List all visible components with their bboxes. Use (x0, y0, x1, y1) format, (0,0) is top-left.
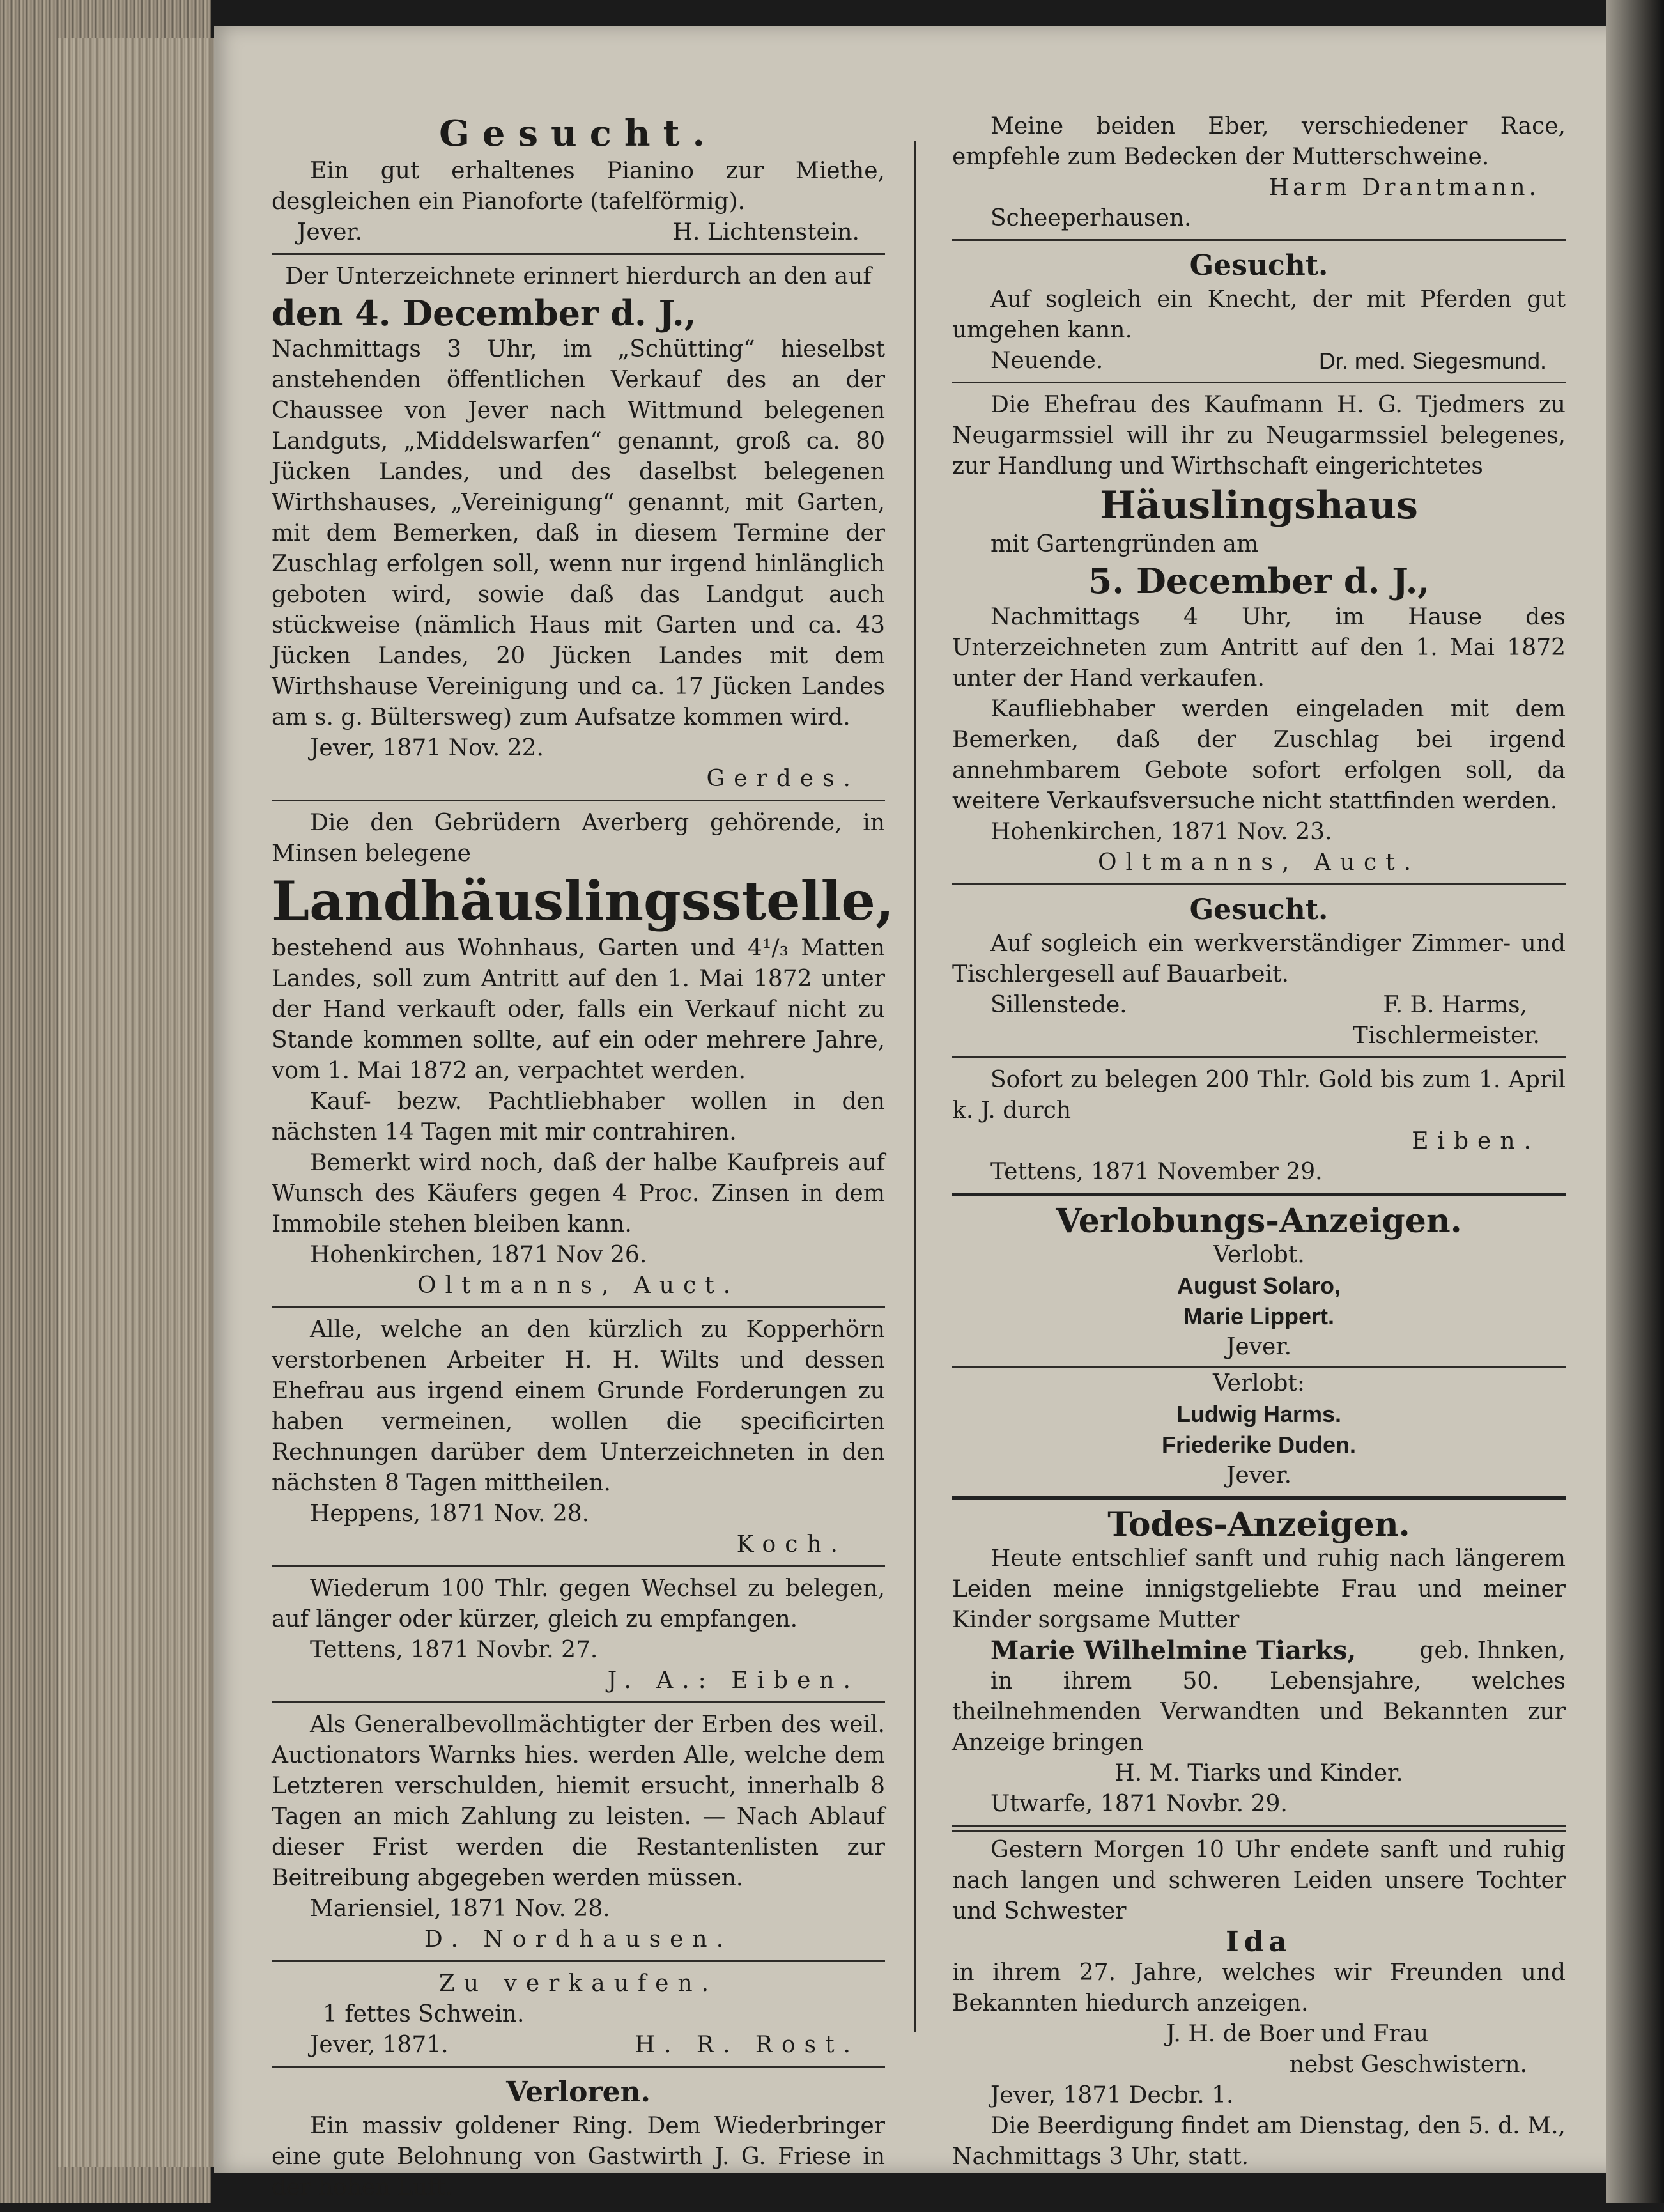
ad-place: Neuende. (990, 348, 1104, 374)
ad-gesucht-knecht (952, 245, 1566, 383)
ad-signature: D. Nordhausen. (424, 1926, 733, 1953)
engaged-name: Marie Lippert. (1183, 1303, 1335, 1329)
ad-text: Heute entschlief sanft und ruhig nach längerem Leiden meine innigstgeliebte Frau und meiner Kinder sorgsame Mutter (952, 1545, 1566, 1633)
ad-signature: J. H. de Boer und Frau (1166, 2021, 1429, 2047)
ad-gesucht-zimmergesell (952, 889, 1566, 1058)
engagement-label: Verlobt. (1213, 1242, 1305, 1268)
ad-dateline: Jever, 1871 Decbr. 1. (990, 2082, 1234, 2108)
ad-signature: Oltmanns, Auct. (1097, 849, 1421, 876)
section-heading: Todes-Anzeigen. (1107, 1505, 1410, 1544)
ad-signature-row (272, 217, 885, 248)
ad-text: bestehend aus Wohnhaus, Garten und 4¹/₃ Matten Landes, soll zum Antritt auf den 1. Mai 1872 unter der Hand verkauft oder, falls ein Verkauf nicht zu Stande kommen sollte, auf ein oder mehrere Jahre, vom 1. Mai 1872 an, verpachtet werden. (272, 935, 885, 1084)
engaged-name: Ludwig Harms. (1176, 1401, 1342, 1427)
ad-signature: H. Lichtenstein. (672, 219, 859, 245)
section-heading: Verlobungs-Anzeigen. (1056, 1202, 1462, 1241)
ad-heading: Zu verkaufen. (438, 1970, 718, 1997)
ad-text-3: Die Beerdigung findet am Dienstag, den 5. d. M., Nachmittags 3 Uhr, statt. (952, 2113, 1566, 2170)
ad-text: Ein massiv goldener Ring. Dem Wiederbringer eine gute Belohnung von Gastwirth J. G. Friese in der hohen Luft. (272, 2113, 885, 2200)
book-page-edges (58, 38, 224, 2167)
ad-heading: Gesucht. (1189, 249, 1329, 282)
ad-heading: Verloren. (506, 2076, 651, 2108)
ad-signature: Gerdes. (706, 766, 859, 792)
ad-signature-row (272, 2030, 885, 2061)
ad-dateline: Hohenkirchen, 1871 Nov 26. (310, 1242, 647, 1268)
section-todes-anzeigen (952, 1504, 1566, 1827)
ad-text: Wiederum 100 Thlr. gegen Wechsel zu belegen, auf länger oder kürzer, gleich zu empfangen. (272, 1575, 885, 1632)
book-gutter-shadow (1606, 0, 1664, 2203)
ad-signature: H. M. Tiarks und Kinder. (1114, 1760, 1403, 1786)
ad-heading: Gesucht. (439, 112, 718, 155)
deceased-birth-name: geb. Ihnken, (1419, 1637, 1566, 1664)
ad-place: Sillenstede. (990, 992, 1127, 1018)
ad-heading: Landhäuslingsstelle, (272, 869, 895, 932)
ad-text: Auf sogleich ein werkverständiger Zimmer- und Tischlergesell auf Bauarbeit. (952, 931, 1566, 987)
deceased-name: Ida (1226, 1926, 1292, 1958)
ad-date-heading: den 4. December d. J., (272, 293, 697, 334)
section-verlobungs-anzeigen (952, 1200, 1566, 1500)
ad-dateline: Mariensiel, 1871 Nov. 28. (310, 1896, 610, 1922)
ad-text: Auf sogleich ein Knecht, der mit Pferden gut umgehen kann. (952, 286, 1566, 343)
ad-intro: Der Unterzeichnete erinnert hierdurch an den auf (285, 263, 872, 290)
ad-signature: J. A.: Eiben. (607, 1667, 859, 1694)
ad-text: Alle, welche an den kürzlich zu Kopperhörn verstorbenen Arbeiter H. H. Wilts und dessen Ehefrau aus irgend einem Grunde Forderungen zu haben vermeinen, wollen die specificirten Rechnungen darüber dem Unterzeichneten in den nächsten 8 Tagen mittheilen. (272, 1317, 885, 1496)
engagement-place: Jever. (952, 1332, 1566, 1368)
ad-intro: Die Ehefrau des Kaufmann H. G. Tjedmers zu Neugarmssiel will ihr zu Neugarmssiel belegenes, zur Handlung und Wirthschaft eingerichtetes (952, 392, 1566, 479)
ad-signature-title: Tischlermeister. (1352, 1023, 1540, 1049)
ad-signature: Koch. (736, 1531, 847, 1558)
ad-date-heading: 5. December d. J., (1088, 561, 1430, 601)
ad-gerdes-auction (272, 259, 885, 801)
ad-eiben-loan (272, 1571, 885, 1703)
ad-signature: Eiben. (1412, 1128, 1540, 1154)
ad-eiben-gold (952, 1062, 1566, 1196)
ad-text-2: in ihrem 50. Lebensjahre, welches theilnehmenden Verwandten und Bekannten zur Anzeige bringen (952, 1668, 1566, 1756)
ad-signature-row (952, 990, 1566, 1021)
ad-signature-row (952, 346, 1566, 376)
ad-landhaeuslingsstelle (272, 805, 895, 1308)
ad-text: Als Generalbevollmächtigter der Erben des weil. Auctionators Warnks hies. werden Alle, welche dem Letzteren verschulden, hiemit ersucht, innerhalb 8 Tagen an mich Zahlung zu leisten. — Nach Ablauf dieser Frist werden die Restantenlisten zur Beitreibung abgegeben werden müssen. (272, 1712, 885, 1891)
ad-heading: Häuslingshaus (1100, 483, 1418, 528)
ad-place: Scheeperhausen. (990, 205, 1192, 231)
ad-text: Sofort zu belegen 200 Thlr. Gold bis zum 1. April k. J. durch (952, 1067, 1566, 1124)
left-column (272, 109, 895, 2212)
ad-signature: H. R. Rost. (635, 2032, 859, 2058)
ad-text: Ein gut erhaltenes Pianino zur Miethe, desgleichen ein Pianoforte (tafelförmig). (272, 158, 885, 215)
column-rule (914, 141, 916, 2032)
ad-text-2: Kaufliebhaber werden eingeladen mit dem Bemerken, daß der Zuschlag bei irgend annehmbarem Gebote sofort erfolgen soll, da weitere Verkaufsversuche nicht stattfinden werden. (952, 696, 1566, 814)
ad-text-2: Kauf- bezw. Pachtliebhaber wollen in den nächsten 14 Tagen mit mir contrahiren. (272, 1088, 885, 1145)
engaged-name: August Solaro, (1176, 1272, 1341, 1299)
ad-drantmann-eber (952, 109, 1566, 241)
ad-text: Nachmittags 3 Uhr, im „Schütting“ hieselbst anstehenden öffentlichen Verkauf des an der Chaussee von Jever nach Wittmund belegenen Landguts, „Middelswarfen“ genannt, groß ca. 80 Jücken Landes, und des daselbst belegenen Wirthshauses, „Vereinigung“ genannt, mit Garten, mit dem Bemerken, daß in diesem Termine der Zuschlag erfolgen soll, wenn nur irgend hinlänglich geboten wird, sowie daß das Landgut auch stückweise (nämlich Haus mit Garten und ca. 43 Jücken Landes, 20 Jücken Landes mit dem Wirthshause Vereinigung und ca. 17 Jücken Landes am s. g. Bültersweg) zum Aufsatze kommen wird. (272, 336, 885, 731)
ad-signature: Dr. med. Siegesmund. (1318, 348, 1546, 374)
ad-signature: F. B. Harms, (1383, 992, 1527, 1018)
ad-nordhausen (272, 1707, 885, 1962)
deceased-name: Marie Wilhelmine Tiarks, (990, 1636, 1357, 1666)
engagement-place: Jever. (1226, 1462, 1292, 1489)
ad-dateline: Jever, 1871 Nov. 22. (310, 735, 544, 761)
ad-dateline: Heppens, 1871 Nov. 28. (310, 1501, 590, 1527)
ad-dateline: Hohenkirchen, 1871 Nov. 23. (990, 819, 1332, 845)
ad-text: Meine beiden Eber, verschiedener Race, empfehle zum Bedecken der Mutterschweine. (952, 113, 1566, 170)
right-column (952, 109, 1566, 2181)
ad-sub: mit Gartengründen am (990, 531, 1259, 557)
ad-place: Jever, 1871. (310, 2032, 449, 2058)
ad-intro: Die den Gebrüdern Averberg gehörende, in Minsen belegene (272, 810, 885, 867)
ad-dateline: Tettens, 1871 Novbr. 27. (310, 1637, 598, 1663)
ad-signature: Oltmanns, Auct. (417, 1272, 740, 1299)
ad-dateline: Tettens, 1871 November 29. (990, 1159, 1323, 1185)
ad-place: Jever. (297, 219, 363, 245)
engaged-name: Friederike Duden. (1161, 1432, 1357, 1458)
ad-death-ida (952, 1830, 1566, 2177)
ad-gesucht-pianino (272, 109, 885, 255)
ad-heading: Gesucht. (1189, 893, 1329, 926)
ad-signature-2: nebst Geschwistern. (1289, 2052, 1527, 2078)
engagement-label: Verlobt: (1212, 1370, 1306, 1396)
deceased-name-row (952, 1636, 1566, 1666)
ad-text-2: in ihrem 27. Jahre, welches wir Freunden und Bekannten hiedurch anzeigen. (952, 1960, 1566, 2016)
ad-dateline: Utwarfe, 1871 Novbr. 29. (990, 1791, 1288, 1817)
ad-zu-verkaufen (272, 1966, 885, 2068)
ad-verloren (272, 2071, 885, 2208)
ad-koch-claims (272, 1312, 885, 1567)
ad-text: Gestern Morgen 10 Uhr endete sanft und ruhig nach langen und schweren Leiden unsere Tochter und Schwester (952, 1837, 1566, 1924)
ad-signature: Harm Drantmann. (1268, 174, 1540, 201)
ad-text: 1 fettes Schwein. (323, 2001, 525, 2027)
ad-haeuslingshaus (952, 387, 1566, 885)
ad-text-3: Bemerkt wird noch, daß der halbe Kaufpreis auf Wunsch des Käufers gegen 4 Proc. Zinsen in dem Immobile stehen bleiben kann. (272, 1150, 885, 1237)
ad-text: Nachmittags 4 Uhr, im Hause des Unterzeichneten zum Antritt auf den 1. Mai 1872 unter der Hand verkaufen. (952, 604, 1566, 692)
